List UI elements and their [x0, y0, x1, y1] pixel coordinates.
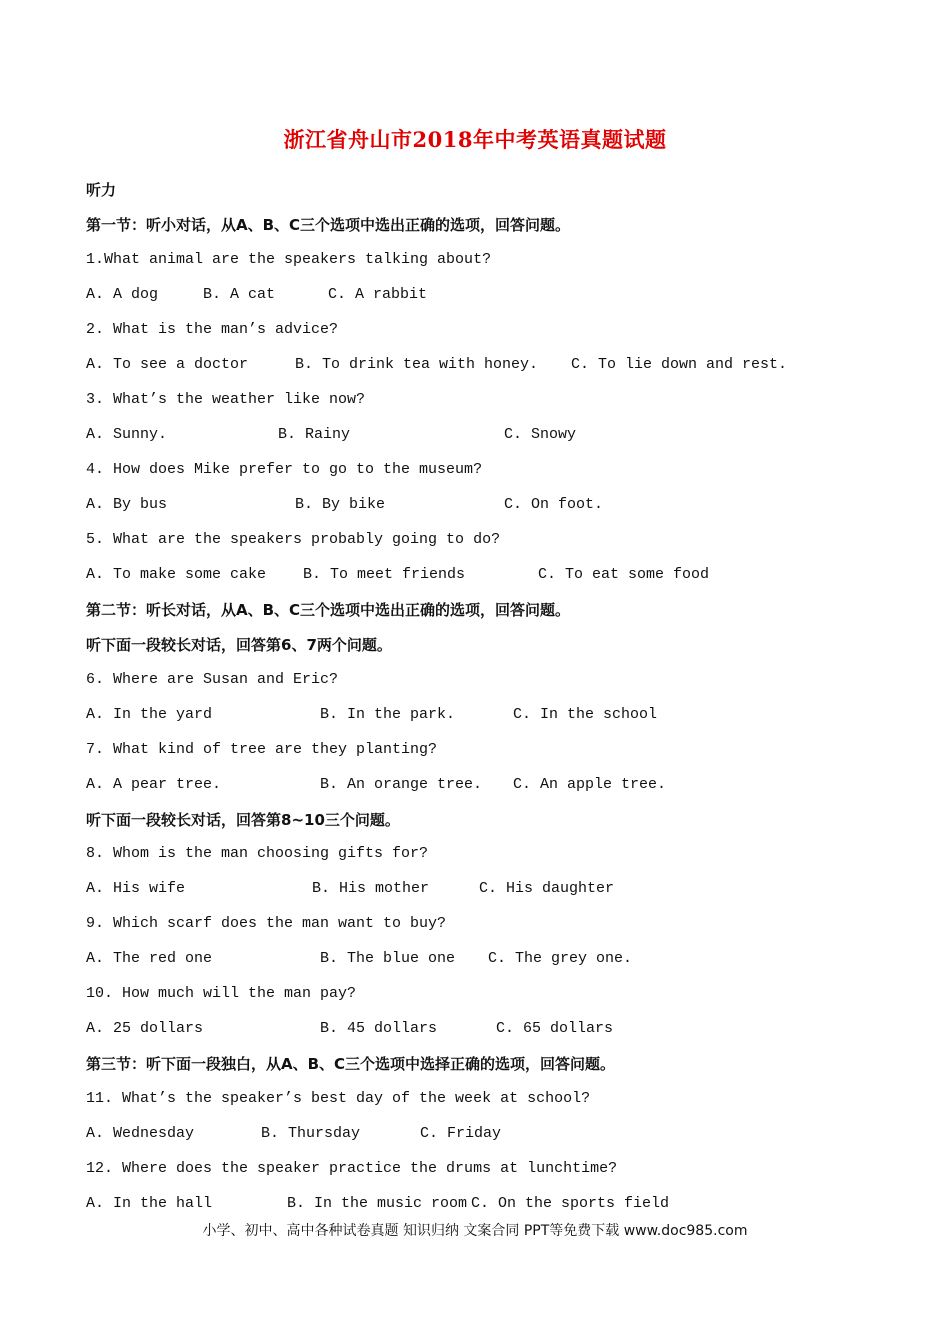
option-a: A. A pear tree. [86, 776, 222, 793]
question-10: 10. How much will the man pay? [86, 985, 357, 1002]
option-b: B. A cat [203, 286, 276, 303]
question-9: 9. Which scarf does the man want to buy? [86, 915, 447, 932]
option-b: B. The blue one [320, 950, 456, 967]
option-c: C. The grey one. [488, 950, 633, 967]
part3-heading: 第三节：听下面一段独白，从A、B、C三个选项中选择正确的选项，回答问题。 [86, 1055, 616, 1073]
option-c: C. On foot. [504, 496, 604, 513]
question-7: 7. What kind of tree are they planting? [86, 741, 438, 758]
option-b: B. In the park. [320, 706, 456, 723]
option-a: A. His wife [86, 880, 186, 897]
option-b: B. In the music room [287, 1195, 468, 1212]
options-12 [86, 1193, 886, 1215]
option-a: A. In the hall [86, 1195, 213, 1212]
option-b: B. By bike [295, 496, 386, 513]
option-c: C. 65 dollars [496, 1020, 614, 1037]
option-a: A. To make some cake [86, 566, 267, 583]
question-8: 8. Whom is the man choosing gifts for? [86, 845, 429, 862]
options-6 [86, 704, 886, 726]
option-c: C. On the sports field [471, 1195, 670, 1212]
question-5: 5. What are the speakers probably going to do? [86, 531, 501, 548]
option-a: A. The red one [86, 950, 213, 967]
footer-banner: 小学、初中、高中各种试卷真题 知识归纳 文案合同 PPT等免费下载 www.doc985.com [202, 1223, 748, 1239]
part1-heading: 第一节：听小对话，从A、B、C三个选项中选出正确的选项，回答问题。 [86, 216, 571, 234]
question-11: 11. What’s the speaker’s best day of the week at school? [86, 1090, 591, 1107]
option-a: A. 25 dollars [86, 1020, 204, 1037]
options-5 [86, 564, 886, 586]
option-c: C. To lie down and rest. [571, 356, 788, 373]
question-1: 1.What animal are the speakers talking about? [86, 251, 492, 268]
options-8 [86, 878, 886, 900]
option-b: B. Rainy [278, 426, 351, 443]
option-c: C. In the school [513, 706, 658, 723]
option-a: A. In the yard [86, 706, 213, 723]
options-4 [86, 494, 886, 516]
option-a: A. Sunny. [86, 426, 168, 443]
option-b: B. Thursday [261, 1125, 361, 1142]
option-b: B. 45 dollars [320, 1020, 438, 1037]
options-7 [86, 774, 886, 796]
option-a: A. Wednesday [86, 1125, 195, 1142]
option-a: A. To see a doctor [86, 356, 249, 373]
document-title: 浙江省舟山市2018年中考英语真题试题 [283, 127, 667, 152]
option-a: A. A dog [86, 286, 159, 303]
option-c: C. A rabbit [328, 286, 428, 303]
question-6: 6. Where are Susan and Eric? [86, 671, 339, 688]
section-heading: 听力 [86, 181, 117, 199]
options-2 [86, 354, 886, 376]
option-b: B. His mother [312, 880, 430, 897]
question-12: 12. Where does the speaker practice the drums at lunchtime? [86, 1160, 618, 1177]
option-b: B. To meet friends [303, 566, 466, 583]
dialog2-heading: 听下面一段较长对话，回答第8~10三个问题。 [86, 811, 400, 829]
option-b: B. To drink tea with honey. [295, 356, 539, 373]
options-9 [86, 948, 886, 970]
question-4: 4. How does Mike prefer to go to the museum? [86, 461, 483, 478]
option-a: A. By bus [86, 496, 168, 513]
options-1 [86, 284, 886, 306]
options-3 [86, 424, 886, 446]
question-2: 2. What is the man’s advice? [86, 321, 339, 338]
option-c: C. His daughter [479, 880, 615, 897]
options-10 [86, 1018, 886, 1040]
option-b: B. An orange tree. [320, 776, 483, 793]
option-c: C. An apple tree. [513, 776, 667, 793]
option-c: C. Snowy [504, 426, 577, 443]
part2-heading: 第二节：听长对话，从A、B、C三个选项中选出正确的选项，回答问题。 [86, 601, 571, 619]
option-c: C. To eat some food [538, 566, 710, 583]
options-11 [86, 1123, 886, 1145]
option-c: C. Friday [420, 1125, 502, 1142]
question-3: 3. What’s the weather like now? [86, 391, 366, 408]
dialog1-heading: 听下面一段较长对话，回答第6、7两个问题。 [86, 636, 392, 654]
